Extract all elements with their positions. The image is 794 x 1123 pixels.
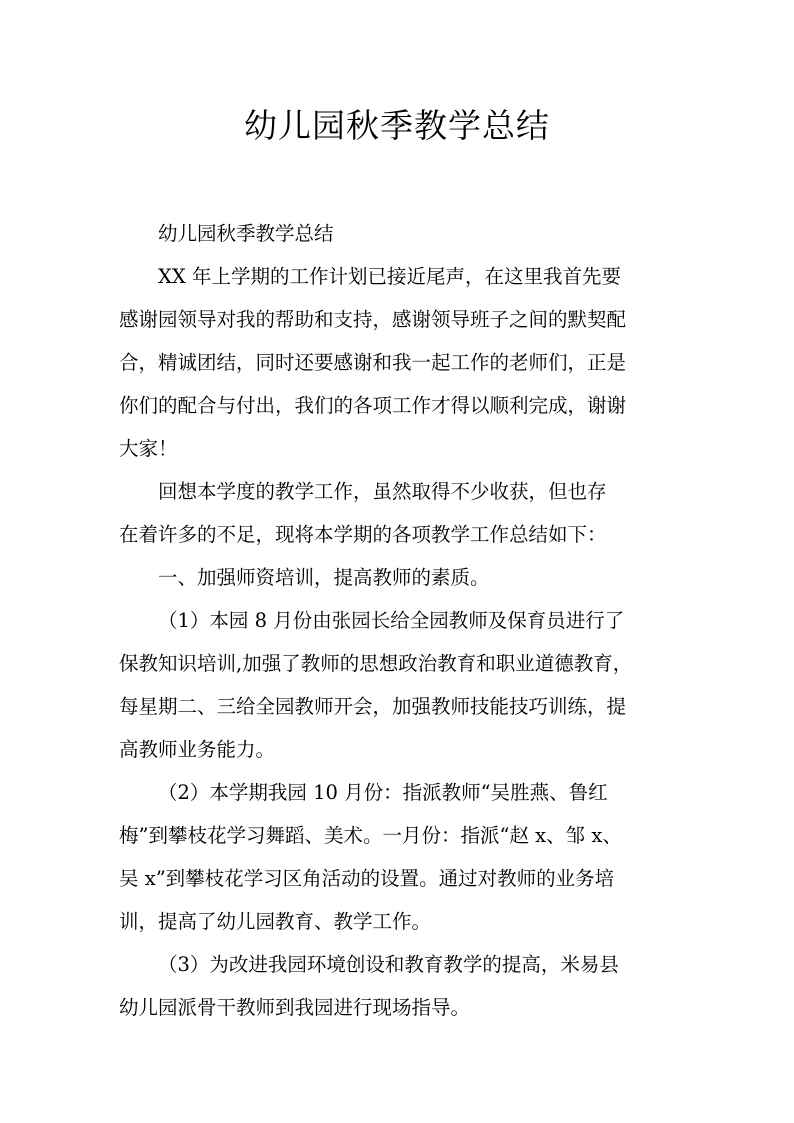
text-line: 回想本学度的教学工作，虽然取得不少收获，但也存 [158, 480, 607, 503]
paragraph-subtitle [119, 212, 681, 255]
text-line: 在着许多的不足，现将本学期的各项教学工作总结如下： [119, 523, 607, 546]
text-line: （2）本学期我园 10 月份：指派教师“吴胜燕、鲁红 [158, 781, 608, 804]
paragraph-review [119, 470, 681, 556]
text-line: 合，精诚团结，同时还要感谢和我一起工作的老师们，正是 [119, 351, 627, 374]
text-line: 高教师业务能力。 [119, 738, 276, 761]
section-heading [119, 556, 681, 599]
document-body [119, 212, 681, 1029]
text-line: 你们的配合与付出，我们的各项工作才得以顺利完成，谢谢 [119, 394, 627, 417]
paragraph-item-2 [119, 771, 681, 943]
text-line: XX 年上学期的工作计划已接近尾声，在这里我首先要 [158, 265, 621, 288]
paragraph-intro [119, 255, 681, 470]
text-line: （1）本园 8 月份由张园长给全园教师及保育员进行了 [158, 609, 625, 632]
text-line: 大家！ [119, 437, 178, 460]
paragraph-item-3 [119, 943, 681, 1029]
document-title: 幼儿园秋季教学总结 [244, 106, 550, 145]
text-line: 感谢园领导对我的帮助和支持，感谢领导班子之间的默契配 [119, 308, 627, 331]
paragraph-item-1 [119, 599, 681, 771]
text-line: 吴 x”到攀枝花学习区角活动的设置。通过对教师的业务培 [119, 867, 615, 890]
text-line: 每星期二、三给全园教师开会，加强教师技能技巧训练，提 [119, 695, 627, 718]
text-line: 保教知识培训,加强了教师的思想政治教育和职业道德教育， [119, 652, 633, 675]
text-line: 梅”到攀枝花学习舞蹈、美术。一月份：指派“赵 x、邹 x、 [119, 824, 622, 847]
text-line: 幼儿园秋季教学总结 [158, 222, 334, 245]
text-line: 幼儿园派骨干教师到我园进行现场指导。 [119, 996, 471, 1019]
text-line: 训，提高了幼儿园教育、教学工作。 [119, 910, 432, 933]
text-line: （3）为改进我园环境创设和教育教学的提高，米易县 [158, 953, 619, 976]
text-line: 一、加强师资培训，提高教师的素质。 [158, 566, 490, 589]
